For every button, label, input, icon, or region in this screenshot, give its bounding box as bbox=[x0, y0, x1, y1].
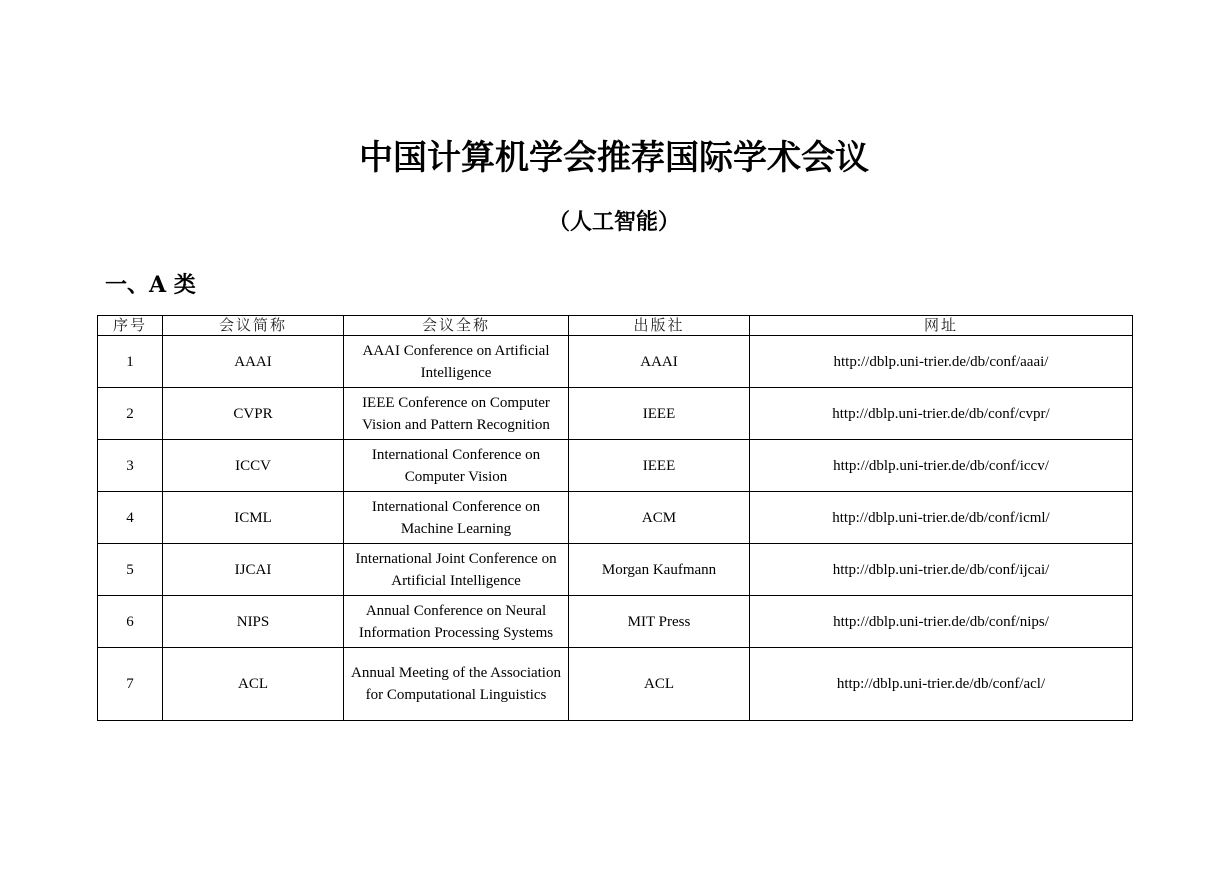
cell-publisher: IEEE bbox=[569, 440, 750, 492]
conference-table bbox=[97, 315, 1133, 721]
cell-url: http://dblp.uni-trier.de/db/conf/cvpr/ bbox=[750, 388, 1133, 440]
header-abbreviation: 会议简称 bbox=[163, 316, 344, 336]
table-row bbox=[98, 648, 1133, 721]
cell-full-name: Annual Conference on Neural Information Processing Systems bbox=[344, 596, 569, 648]
header-url: 网址 bbox=[750, 316, 1133, 336]
cell-abbreviation: IJCAI bbox=[163, 544, 344, 596]
cell-abbreviation: ICCV bbox=[163, 440, 344, 492]
cell-publisher: MIT Press bbox=[569, 596, 750, 648]
cell-url: http://dblp.uni-trier.de/db/conf/nips/ bbox=[750, 596, 1133, 648]
cell-publisher: IEEE bbox=[569, 388, 750, 440]
cell-publisher: ACM bbox=[569, 492, 750, 544]
section-heading: 一、A 类 bbox=[105, 272, 196, 298]
cell-number: 7 bbox=[98, 648, 163, 721]
header-number: 序号 bbox=[98, 316, 163, 336]
header-publisher: 出版社 bbox=[569, 316, 750, 336]
cell-abbreviation: AAAI bbox=[163, 336, 344, 388]
cell-abbreviation: ICML bbox=[163, 492, 344, 544]
cell-number: 4 bbox=[98, 492, 163, 544]
cell-number: 3 bbox=[98, 440, 163, 492]
cell-url: http://dblp.uni-trier.de/db/conf/ijcai/ bbox=[750, 544, 1133, 596]
cell-full-name: International Joint Conference on Artificial Intelligence bbox=[344, 544, 569, 596]
cell-number: 5 bbox=[98, 544, 163, 596]
cell-publisher: Morgan Kaufmann bbox=[569, 544, 750, 596]
cell-number: 6 bbox=[98, 596, 163, 648]
table-row bbox=[98, 440, 1133, 492]
cell-abbreviation: ACL bbox=[163, 648, 344, 721]
cell-full-name: Annual Meeting of the Association for Computational Linguistics bbox=[344, 648, 569, 721]
table-row bbox=[98, 544, 1133, 596]
document-subtitle: （人工智能） bbox=[547, 209, 680, 235]
cell-full-name: International Conference on Computer Vision bbox=[344, 440, 569, 492]
table-row bbox=[98, 336, 1133, 388]
cell-publisher: ACL bbox=[569, 648, 750, 721]
document-title: 中国计算机学会推荐国际学术会议 bbox=[359, 138, 869, 178]
cell-abbreviation: NIPS bbox=[163, 596, 344, 648]
header-full-name: 会议全称 bbox=[344, 316, 569, 336]
cell-number: 2 bbox=[98, 388, 163, 440]
cell-full-name: IEEE Conference on Computer Vision and Pattern Recognition bbox=[344, 388, 569, 440]
cell-number: 1 bbox=[98, 336, 163, 388]
cell-url: http://dblp.uni-trier.de/db/conf/icml/ bbox=[750, 492, 1133, 544]
cell-url: http://dblp.uni-trier.de/db/conf/iccv/ bbox=[750, 440, 1133, 492]
table-row bbox=[98, 388, 1133, 440]
cell-url: http://dblp.uni-trier.de/db/conf/aaai/ bbox=[750, 336, 1133, 388]
cell-full-name: AAAI Conference on Artificial Intelligence bbox=[344, 336, 569, 388]
cell-publisher: AAAI bbox=[569, 336, 750, 388]
cell-full-name: International Conference on Machine Learning bbox=[344, 492, 569, 544]
table-header-row bbox=[98, 316, 1133, 336]
table-row bbox=[98, 596, 1133, 648]
table-row bbox=[98, 492, 1133, 544]
cell-abbreviation: CVPR bbox=[163, 388, 344, 440]
cell-url: http://dblp.uni-trier.de/db/conf/acl/ bbox=[750, 648, 1133, 721]
